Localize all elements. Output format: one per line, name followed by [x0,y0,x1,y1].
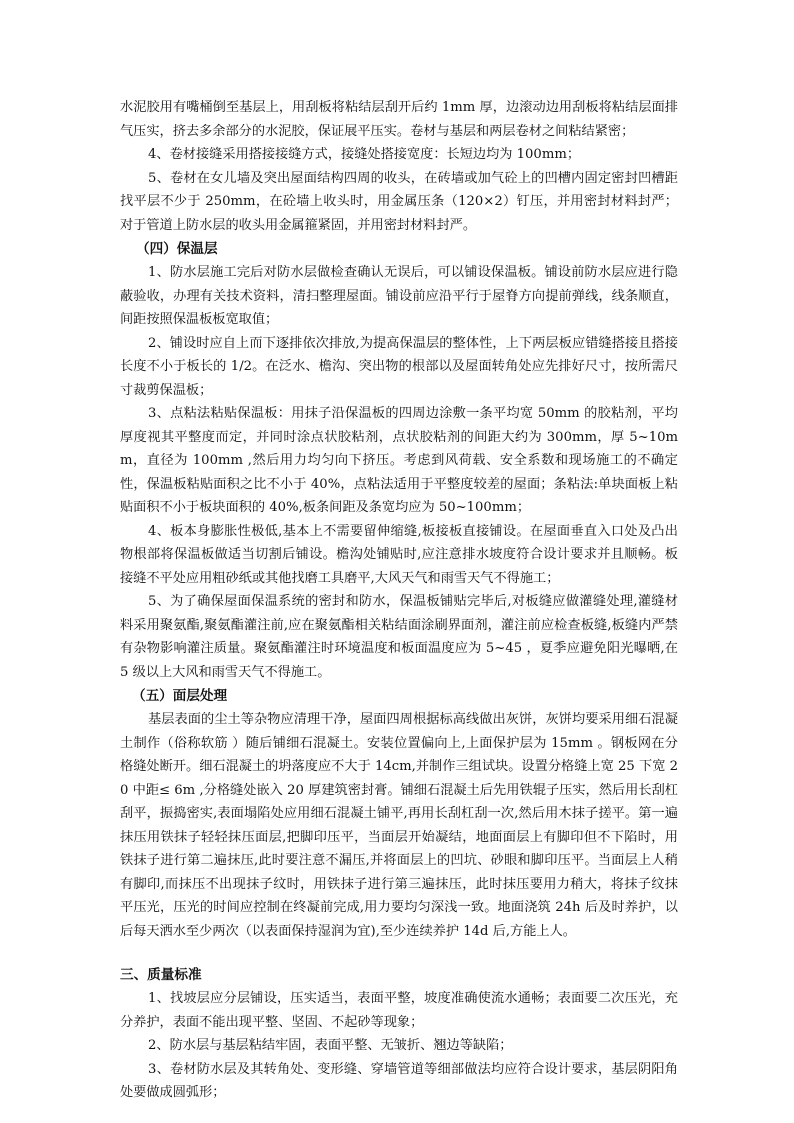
insulation-paragraph-4: 4、板本身膨胀性极低,基本上不需要留伸缩缝,板接板直接铺设。在屋面垂直入口处及凸出物根部将保温板做适当切割后铺设。檐沟处铺贴时,应注意排水坡度符合设计要求并且顺畅。板接缝不平处应用粗砂纸或其他找磨工具磨平,大风天气和雨雪天气不得施工； [120,523,678,586]
insulation-paragraph-2: 2、铺设时应自上而下逐排依次排放,为提高保温层的整体性，上下两层板应错缝搭接且搭接长度不小于板长的 1/2。在泛水、檐沟、突出物的根部以及屋面转角处应先排好尺寸，按所需尺寸裁剪保温板； [120,335,678,398]
quality-paragraph-2: 2、防水层与基层粘结牢固，表面平整、无皱折、翘边等缺陷； [148,1038,513,1053]
quality-standards-heading: 三、质量标准 [120,967,202,983]
waterproof-paragraph-5: 5、卷材在女儿墙及突出屋面结构四周的收头，在砖墙或加气砼上的凹槽内固定密封凹槽距找平层不少于 250mm，在砼墙上收头时，用金属压条（120×2）钉压，并用密封材料封严；对于管道上防水层的收头用金属箍紧固，并用密封材料封严。 [120,170,678,233]
insulation-paragraph-3: 3、点粘法粘贴保温板：用抹子沿保温板的四周边涂敷一条平均宽 50mm 的胶粘剂，平均厚度视其平整度而定，并同时涂点状胶粘剂，点状胶粘剂的间距大约为 300mm，厚 5~10mm，直径为 100mm ,然后用力均匀向下挤压。考虑到风荷载、安全系数和现场施工的不确定性，保温板粘贴面积之比不小于 40%，点粘法适用于平整度较差的屋面；条粘法:单块面板上粘贴面积不小于板块面积的 40%,板条间距及条宽均应为 50~100mm； [120,406,678,515]
waterproof-paragraph-4: 4、卷材接缝采用搭接接缝方式，接缝处搭接宽度：长短边均为 100mm； [148,147,581,162]
surface-paragraph-1: 基层表面的尘土等杂物应清理干净，屋面四周根据标高线做出灰饼，灰饼均要采用细石混凝土制作（俗称软筋 ）随后铺细石混凝土。安装位置偏向上,上面保护层为 15mm 。钢板网在分格缝处断开。细石混凝土的坍落度应不大于 14cm,并制作三组试块。设置分格缝上宽 25 下宽 20 中距≤ 6m ,分格缝处嵌入 20 厚建筑密封膏。铺细石混凝土后先用铁辊子压实，然后用长刮杠刮平，振捣密实,表面塌陷处应用细石混凝土铺平,再用长刮杠刮一次,然后用木抹子搓平。第一遍抹压用铁抹子轻轻抹压面层,把脚印压平，当面层开始凝结，地面面层上有脚印但不下陷时，用铁抹子进行第二遍抹压,此时要注意不漏压,并将面层上的凹坑、砂眼和脚印压平。当面层上人稍有脚印,而抹压不出现抹子纹时，用铁抹子进行第三遍抹压，此时抹压要用力稍大，将抹子纹抹平压光，压光的时间应控制在终凝前完成,用力要均匀深浅一致。地面浇筑 24h 后及时养护，以后每天洒水至少两次（以表面保持湿润为宜),至少连续养护 14d 后,方能上人。 [120,712,678,939]
document-page [120,96,678,1105]
surface-heading: （五）面层处理 [132,688,228,704]
insulation-heading: （四）保温层 [136,241,218,257]
waterproof-paragraph-3-continued: 水泥胶用有嘴桶倒至基层上，用刮板将粘结层刮开后约 1mm 厚，边滚动边用刮板将粘结层面排气压实，挤去多余部分的水泥胶，保证展平压实。卷材与基层和两层卷材之间粘结紧密； [120,100,678,139]
quality-paragraph-3: 3、卷材防水层及其转角处、变形缝、穿墙管道等细部做法均应符合设计要求，基层阴阳角处要做成圆弧形； [120,1061,678,1100]
insulation-paragraph-5: 5、为了确保屋面保温系统的密封和防水，保温板铺贴完毕后,对板缝应做灌缝处理,灌缝材料采用聚氨酯,聚氨酯灌注前,应在聚氨酯相关粘结面涂刷界面剂，灌注前应检查板缝,板缝内严禁有杂物影响灌注质量。聚氨酯灌注时环境温度和板面温度应为 5~45 ，夏季应避免阳光曝晒,在 5 级以上大风和雨雪天气不得施工。 [120,594,678,680]
insulation-paragraph-1: 1、防水层施工完后对防水层做检查确认无误后，可以铺设保温板。铺设前防水层应进行隐蔽验收，办理有关技术资料，清扫整理屋面。铺设前应沿平行于屋脊方向提前弹线，线条顺直，间距按照保温板板宽取值； [120,265,678,327]
quality-paragraph-1: 1、找坡层应分层铺设，压实适当，表面平整，坡度准确使流水通畅；表面要二次压光，充分养护，表面不能出现平整、坚固、不起砂等现象； [120,991,678,1030]
